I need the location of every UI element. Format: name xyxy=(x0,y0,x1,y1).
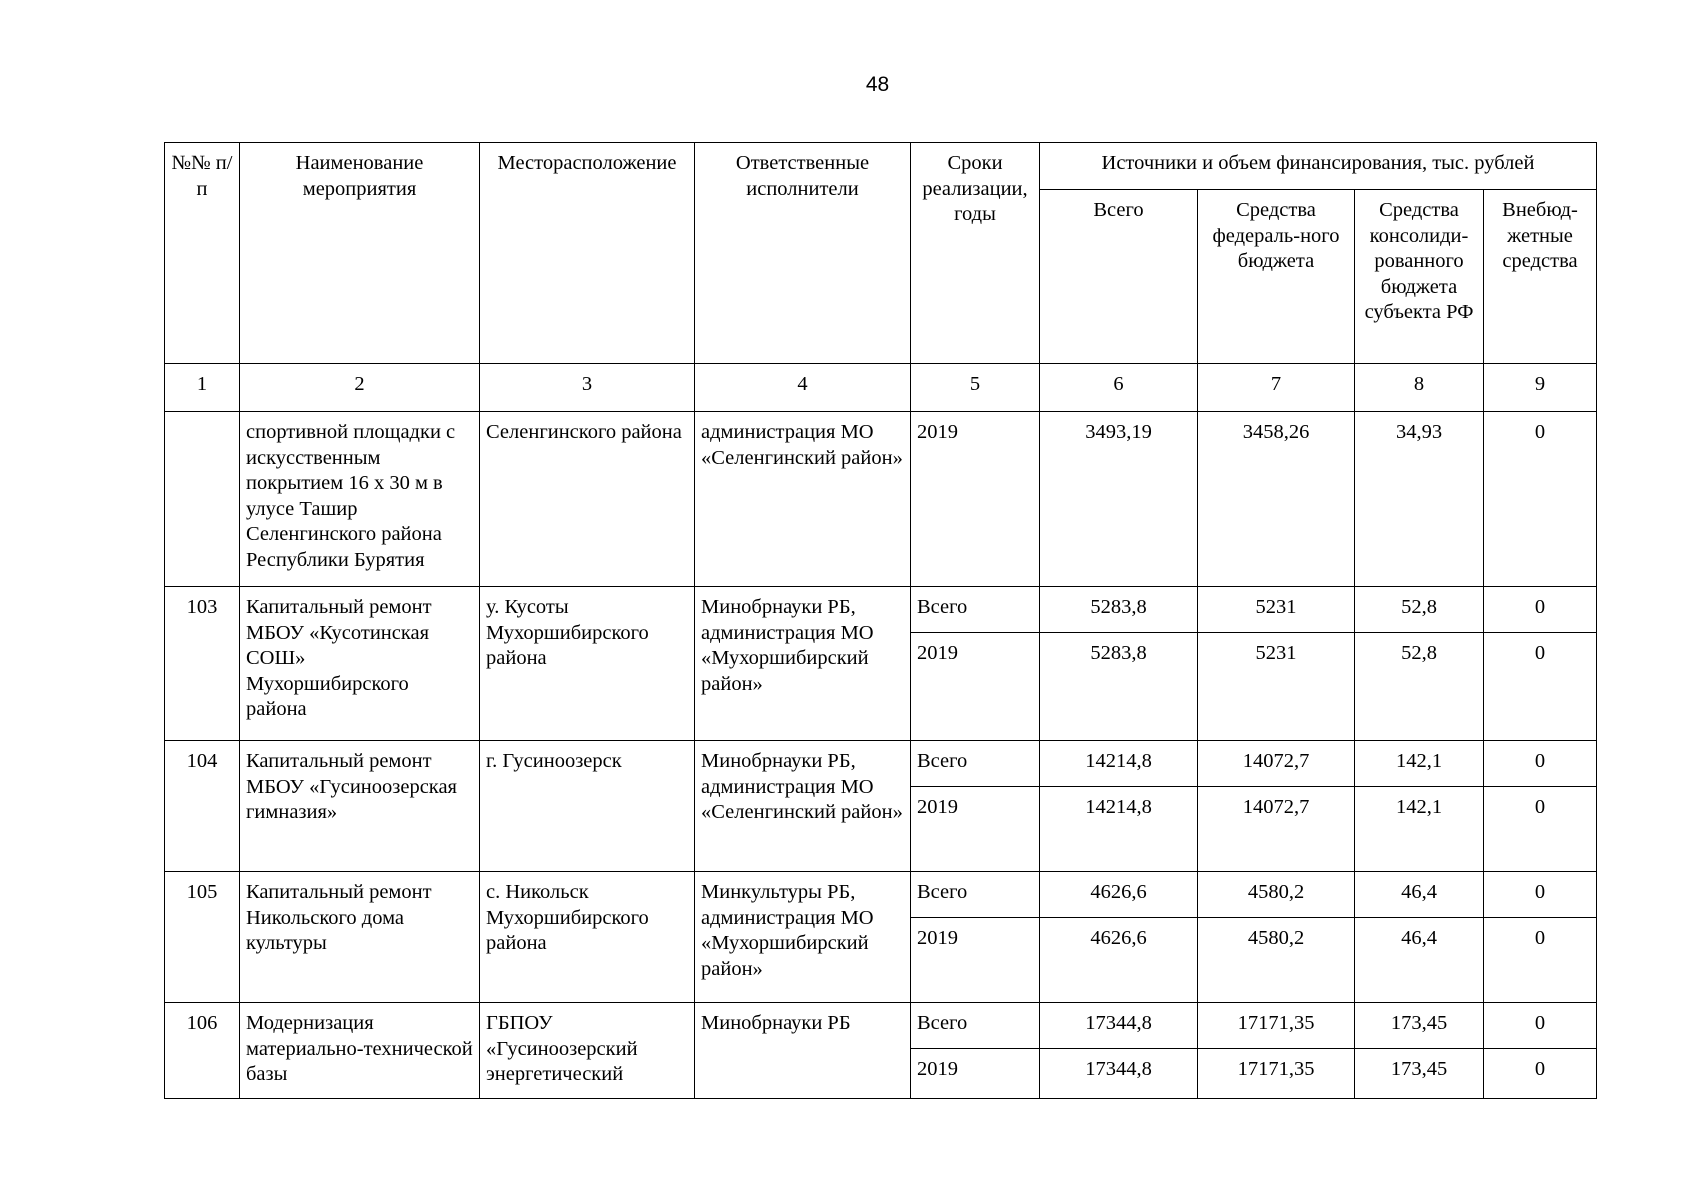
row-num: 106 xyxy=(165,1003,240,1099)
row-period: Всего xyxy=(911,1003,1040,1049)
table-row xyxy=(165,412,1597,587)
row-federal: 4580,2 xyxy=(1198,872,1355,918)
row-period: 2019 xyxy=(911,787,1040,872)
row-extra: 0 xyxy=(1484,872,1597,918)
header-extra: Внебюд-жетные средства xyxy=(1484,190,1597,364)
header-num: №№ п/п xyxy=(165,143,240,364)
table-row xyxy=(165,587,1597,633)
row-consolidated: 46,4 xyxy=(1355,872,1484,918)
row-name: Капитальный ремонт МБОУ «Гусиноозерская гимназия» xyxy=(240,741,480,872)
header-funding-group: Источники и объем финансирования, тыс. рублей xyxy=(1040,143,1597,190)
row-total: 17344,8 xyxy=(1040,1003,1198,1049)
row-federal: 17171,35 xyxy=(1198,1049,1355,1099)
row-extra: 0 xyxy=(1484,412,1597,587)
header-federal: Средства федераль-ного бюджета xyxy=(1198,190,1355,364)
row-consolidated: 173,45 xyxy=(1355,1003,1484,1049)
row-federal: 14072,7 xyxy=(1198,741,1355,787)
row-consolidated: 142,1 xyxy=(1355,741,1484,787)
row-extra: 0 xyxy=(1484,1003,1597,1049)
row-consolidated: 52,8 xyxy=(1355,587,1484,633)
index-cell: 5 xyxy=(911,364,1040,412)
row-location: г. Гусиноозерск xyxy=(480,741,695,872)
row-extra: 0 xyxy=(1484,741,1597,787)
header-consolidated: Средства консолиди-рованного бюджета субъекта РФ xyxy=(1355,190,1484,364)
row-name: Капитальный ремонт МБОУ «Кусотинская СОШ» Мухоршибирского района xyxy=(240,587,480,741)
header-total: Всего xyxy=(1040,190,1198,364)
row-total: 5283,8 xyxy=(1040,587,1198,633)
row-consolidated: 52,8 xyxy=(1355,633,1484,741)
row-consolidated: 34,93 xyxy=(1355,412,1484,587)
row-location: у. Кусоты Мухоршибирского района xyxy=(480,587,695,741)
table-row xyxy=(165,872,1597,918)
row-total: 14214,8 xyxy=(1040,741,1198,787)
row-consolidated: 46,4 xyxy=(1355,918,1484,1003)
row-total: 4626,6 xyxy=(1040,918,1198,1003)
row-extra: 0 xyxy=(1484,1049,1597,1099)
row-location: Селенгинского района xyxy=(480,412,695,587)
row-location: ГБПОУ «Гусиноозерский энергетический xyxy=(480,1003,695,1099)
row-responsible: Минобрнауки РБ, администрация МО «Селенгинский район» xyxy=(695,741,911,872)
row-period: 2019 xyxy=(911,1049,1040,1099)
row-consolidated: 173,45 xyxy=(1355,1049,1484,1099)
row-num: 105 xyxy=(165,872,240,1003)
row-federal: 5231 xyxy=(1198,633,1355,741)
index-cell: 3 xyxy=(480,364,695,412)
header-period: Сроки реализации, годы xyxy=(911,143,1040,364)
index-cell: 8 xyxy=(1355,364,1484,412)
row-federal: 14072,7 xyxy=(1198,787,1355,872)
row-num: 103 xyxy=(165,587,240,741)
index-cell: 1 xyxy=(165,364,240,412)
header-name: Наименование мероприятия xyxy=(240,143,480,364)
row-extra: 0 xyxy=(1484,587,1597,633)
row-period: 2019 xyxy=(911,633,1040,741)
header-location: Месторасположение xyxy=(480,143,695,364)
row-period: 2019 xyxy=(911,412,1040,587)
row-num: 104 xyxy=(165,741,240,872)
row-period: Всего xyxy=(911,741,1040,787)
row-federal: 17171,35 xyxy=(1198,1003,1355,1049)
row-total: 3493,19 xyxy=(1040,412,1198,587)
row-name: спортивной площадки с искусственным покрытием 16 х 30 м в улусе Ташир Селенгинского района Республики Бурятия xyxy=(240,412,480,587)
row-period: 2019 xyxy=(911,918,1040,1003)
row-extra: 0 xyxy=(1484,787,1597,872)
index-cell: 4 xyxy=(695,364,911,412)
index-cell: 7 xyxy=(1198,364,1355,412)
row-num xyxy=(165,412,240,587)
row-total: 5283,8 xyxy=(1040,633,1198,741)
row-extra: 0 xyxy=(1484,918,1597,1003)
row-total: 17344,8 xyxy=(1040,1049,1198,1099)
table-row xyxy=(165,1003,1597,1049)
row-period: Всего xyxy=(911,587,1040,633)
row-extra: 0 xyxy=(1484,633,1597,741)
row-consolidated: 142,1 xyxy=(1355,787,1484,872)
row-total: 4626,6 xyxy=(1040,872,1198,918)
row-federal: 4580,2 xyxy=(1198,918,1355,1003)
funding-table xyxy=(164,142,1597,1099)
row-name: Модернизация материально-технической базы xyxy=(240,1003,480,1099)
index-cell: 2 xyxy=(240,364,480,412)
index-cell: 9 xyxy=(1484,364,1597,412)
row-total: 14214,8 xyxy=(1040,787,1198,872)
row-period: Всего xyxy=(911,872,1040,918)
row-federal: 5231 xyxy=(1198,587,1355,633)
row-federal: 3458,26 xyxy=(1198,412,1355,587)
row-responsible: Минобрнауки РБ, администрация МО «Мухоршибирский район» xyxy=(695,587,911,741)
index-row xyxy=(165,364,1597,412)
header-responsible: Ответственные исполнители xyxy=(695,143,911,364)
table-row xyxy=(165,741,1597,787)
index-cell: 6 xyxy=(1040,364,1198,412)
row-name: Капитальный ремонт Никольского дома культуры xyxy=(240,872,480,1003)
row-responsible: Минобрнауки РБ xyxy=(695,1003,911,1099)
row-responsible: Минкультуры РБ, администрация МО «Мухоршибирский район» xyxy=(695,872,911,1003)
row-responsible: администрация МО «Селенгинский район» xyxy=(695,412,911,587)
page-number: 48 xyxy=(865,73,890,96)
row-location: с. Никольск Мухоршибирского района xyxy=(480,872,695,1003)
header-row xyxy=(165,143,1597,190)
